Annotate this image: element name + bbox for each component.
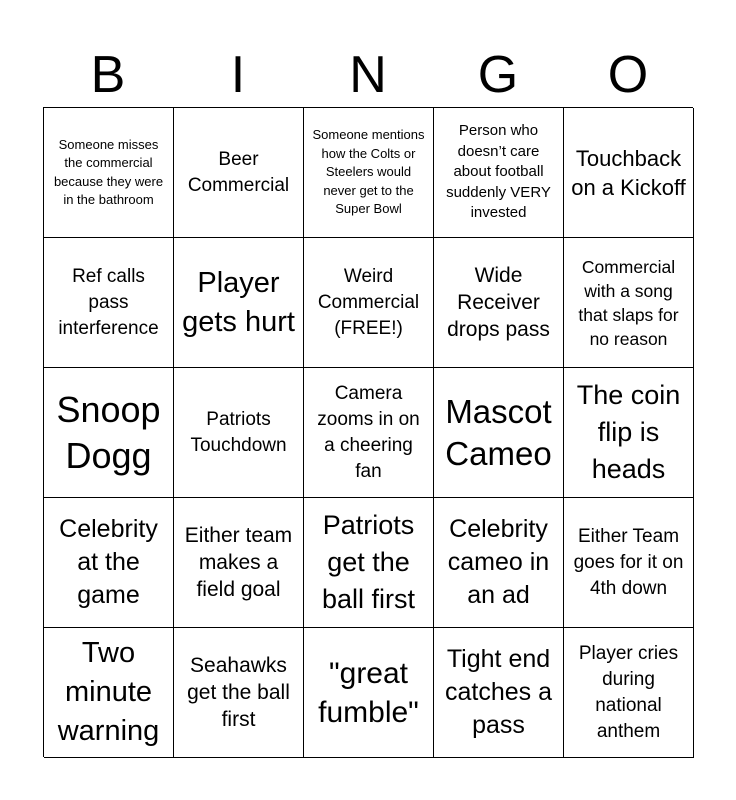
bingo-cell-r2-c3[interactable] <box>434 368 564 498</box>
cell-text: Tight end catches a pass <box>444 645 552 739</box>
cell-text: Wide Receiver drops pass <box>447 264 550 341</box>
bingo-cell-r0-c4[interactable] <box>564 108 694 238</box>
bingo-cell-r0-c0[interactable] <box>44 108 174 238</box>
header-letter-i: I <box>230 46 246 104</box>
cell-text: Someone mentions how the Colts or Steelers would never get to the Super Bowl <box>312 127 425 217</box>
bingo-header <box>43 44 693 106</box>
bingo-cell-r3-c1[interactable] <box>174 498 304 628</box>
bingo-cell-r3-c2[interactable] <box>304 498 434 628</box>
bingo-cell-r3-c0[interactable] <box>44 498 174 628</box>
cell-text: Two minute warning <box>57 637 160 747</box>
cell-text: Someone misses the commercial because they were in the bathroom <box>53 136 164 207</box>
cell-text: The coin flip is heads <box>576 380 681 484</box>
cell-text: Seahawks get the ball first <box>187 654 290 731</box>
cell-text: Person who doesn’t care about football suddenly VERY invested <box>446 122 551 222</box>
bingo-cell-r0-c2[interactable] <box>304 108 434 238</box>
bingo-cell-r0-c1[interactable] <box>174 108 304 238</box>
bingo-cell-r2-c0[interactable] <box>44 368 174 498</box>
bingo-cell-r0-c3[interactable] <box>434 108 564 238</box>
cell-text: Weird Commercial (FREE!) <box>317 265 420 339</box>
cell-text: Patriots Touchdown <box>190 408 287 456</box>
bingo-cell-r3-c4[interactable] <box>564 498 694 628</box>
bingo-cell-r4-c3[interactable] <box>434 628 564 758</box>
cell-text: Celebrity at the game <box>59 515 158 609</box>
cell-text: "great fumble" <box>318 656 419 729</box>
cell-text: Player gets hurt <box>182 266 295 338</box>
header-letter-o: O <box>607 46 649 104</box>
bingo-cell-r4-c1[interactable] <box>174 628 304 758</box>
cell-text: Ref calls pass interference <box>58 265 159 339</box>
bingo-cell-r1-c1[interactable] <box>174 238 304 368</box>
cell-text: Mascot Cameo <box>445 392 552 472</box>
bingo-cell-r4-c4[interactable] <box>564 628 694 758</box>
cell-text: Beer Commercial <box>187 148 290 196</box>
bingo-cell-r4-c2[interactable] <box>304 628 434 758</box>
bingo-cell-r2-c2[interactable] <box>304 368 434 498</box>
cell-text: Touchback on a Kickoff <box>571 145 686 200</box>
cell-text: Player cries during national anthem <box>578 642 679 742</box>
bingo-cell-r2-c4[interactable] <box>564 368 694 498</box>
header-letter-g: G <box>477 46 519 104</box>
bingo-cell-r1-c2[interactable] <box>304 238 434 368</box>
bingo-board <box>43 107 693 757</box>
bingo-cell-r1-c3[interactable] <box>434 238 564 368</box>
bingo-cell-r1-c0[interactable] <box>44 238 174 368</box>
cell-text: Camera zooms in on a cheering fan <box>317 382 420 482</box>
bingo-cell-r3-c3[interactable] <box>434 498 564 628</box>
cell-text: Celebrity cameo in an ad <box>447 515 550 609</box>
header-letter-b: B <box>90 46 126 104</box>
cell-text: Either Team goes for it on 4th down <box>573 525 684 599</box>
bingo-cell-r1-c4[interactable] <box>564 238 694 368</box>
cell-text: Snoop Dogg <box>56 388 161 476</box>
header-letter-n: N <box>349 46 387 104</box>
cell-text: Patriots get the ball first <box>321 510 416 614</box>
cell-text: Commercial with a song that slaps for no reason <box>578 256 679 349</box>
cell-text: Either team makes a field goal <box>184 524 293 601</box>
bingo-cell-r4-c0[interactable] <box>44 628 174 758</box>
bingo-cell-r2-c1[interactable] <box>174 368 304 498</box>
